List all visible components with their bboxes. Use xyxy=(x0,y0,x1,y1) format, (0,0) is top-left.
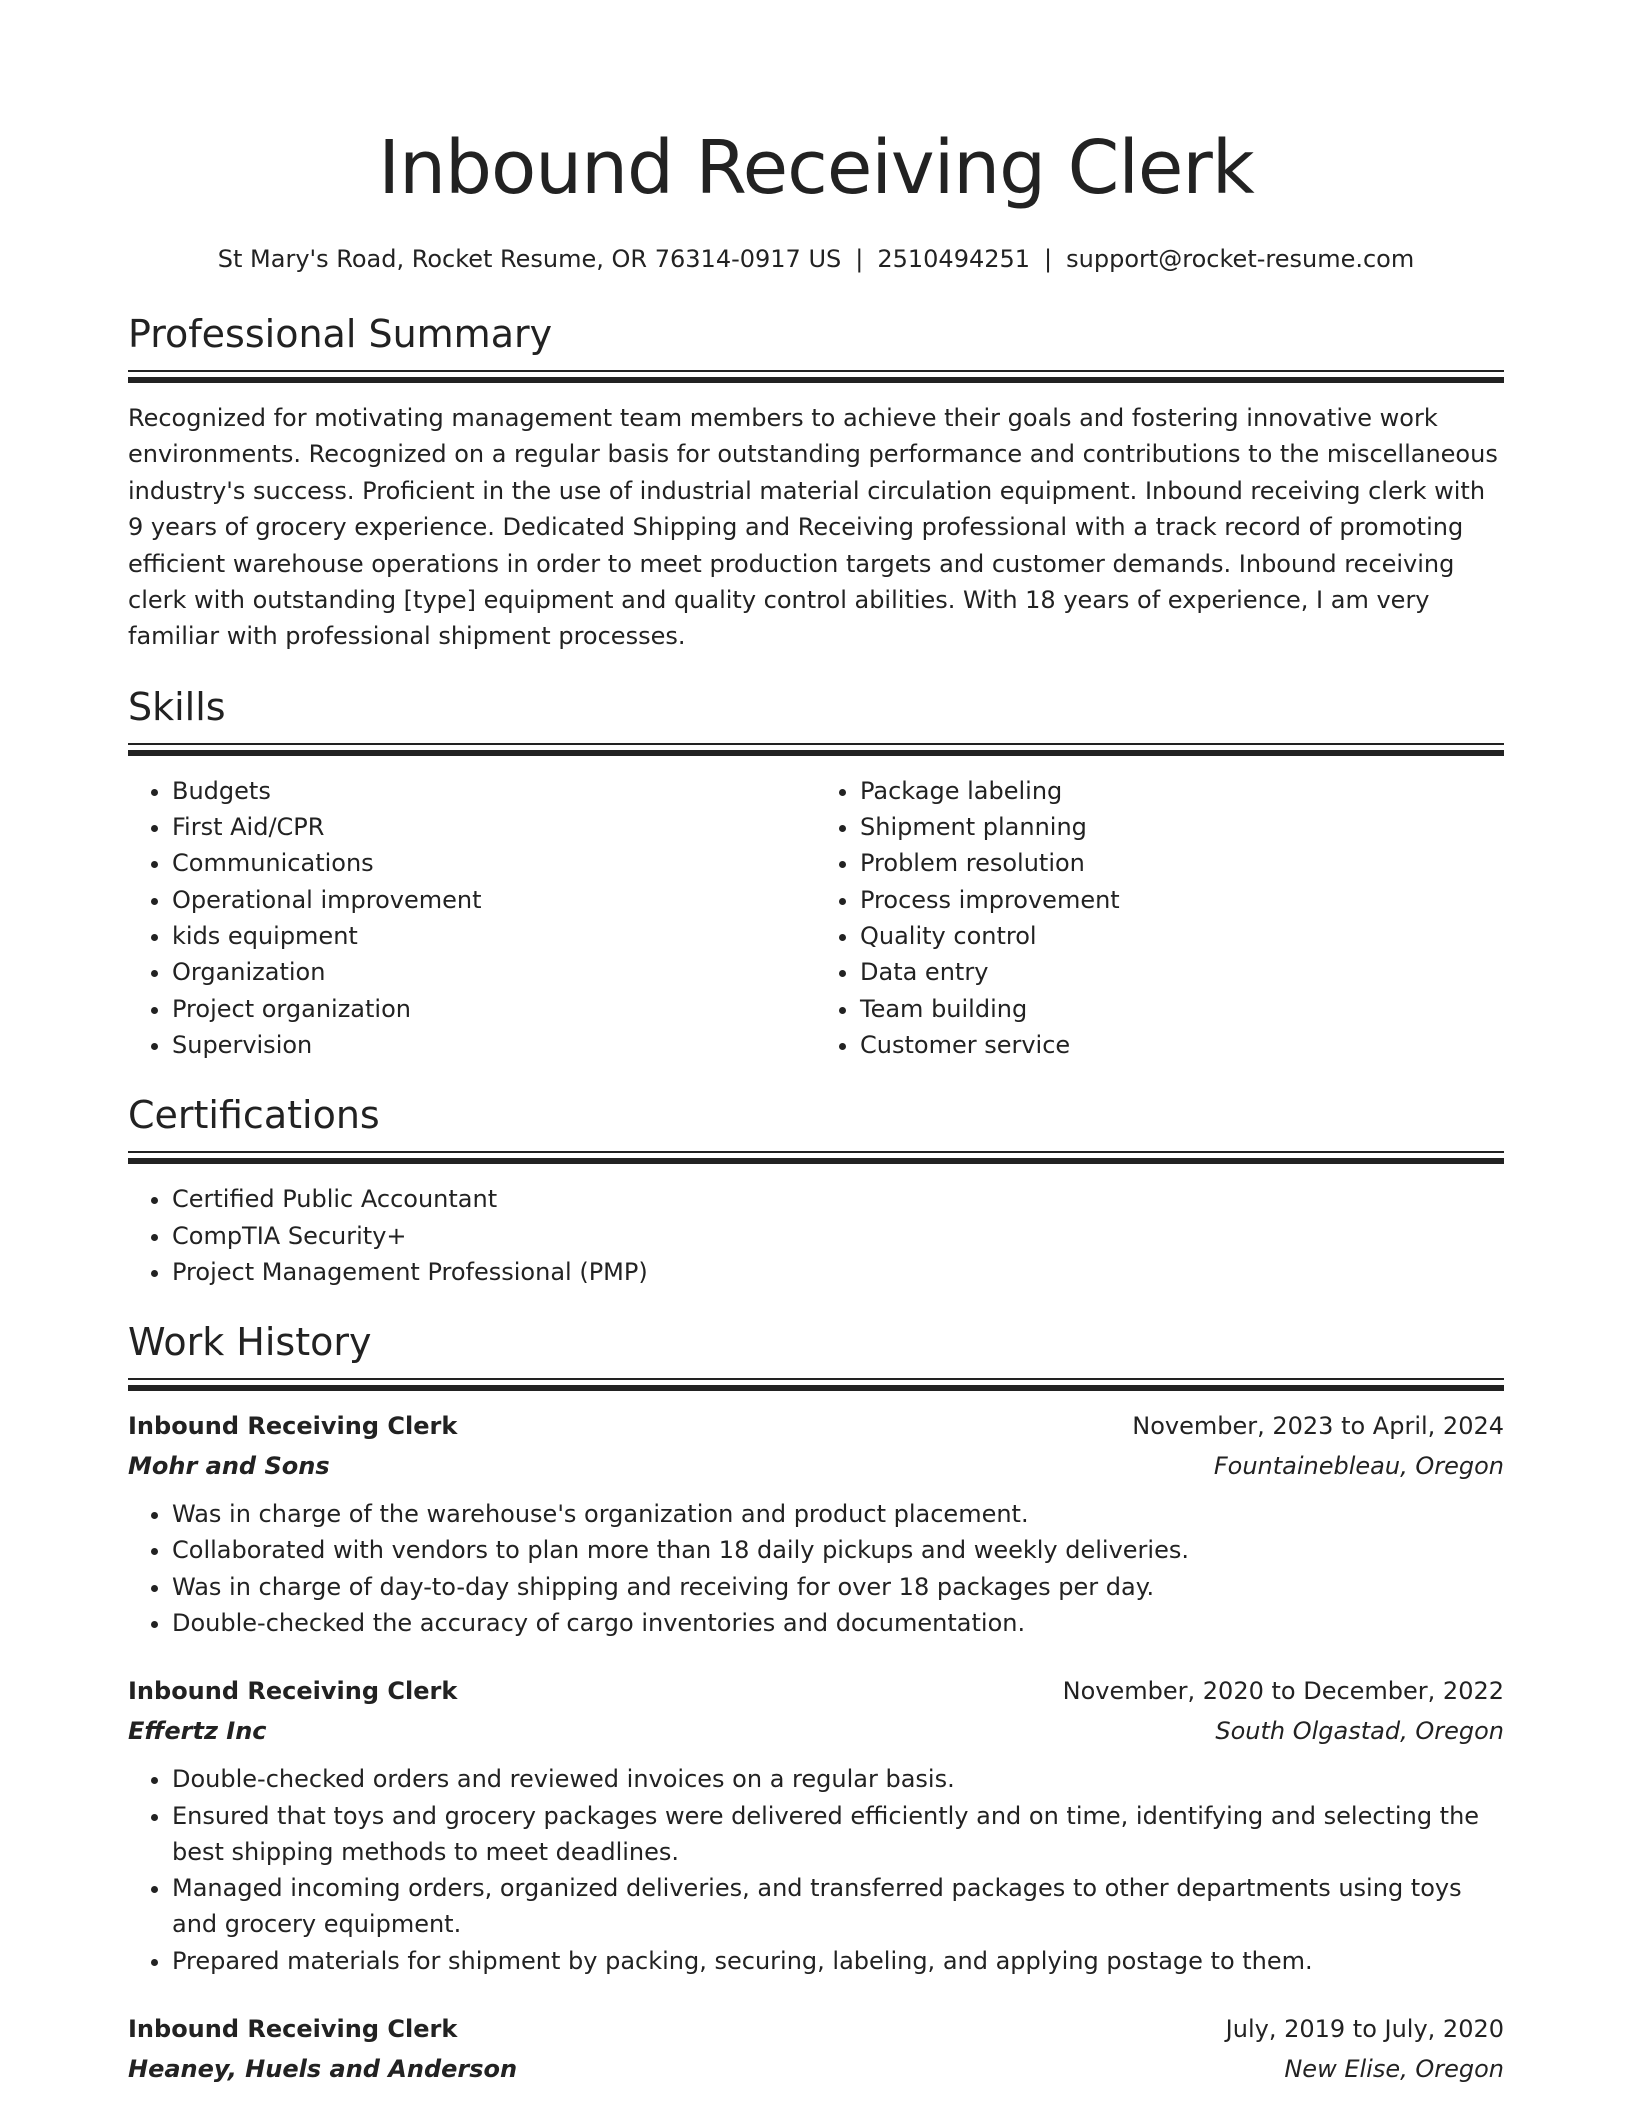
contact-separator: | xyxy=(1044,245,1053,273)
job-entry xyxy=(128,1671,1504,1979)
certification-item: • Project Management Professional (PMP) xyxy=(172,1254,1504,1290)
skill-item: • First Aid/CPR xyxy=(172,809,816,845)
contact-separator: | xyxy=(855,245,864,273)
contact-line xyxy=(128,242,1504,276)
skill-item: • Budgets xyxy=(172,773,816,809)
skill-item: • Problem resolution xyxy=(860,845,1504,881)
job-title: Inbound Receiving Clerk xyxy=(128,1677,458,1706)
skills-list-right xyxy=(816,773,1504,1063)
job-bullets xyxy=(128,1496,1504,1641)
skill-item: • Shipment planning xyxy=(860,809,1504,845)
summary-section xyxy=(128,310,1504,655)
section-title-work-history: Work History xyxy=(128,1320,372,1365)
job-bullet: • Was in charge of the warehouse's organization and product placement. xyxy=(172,1496,1504,1532)
certification-item: • Certified Public Accountant xyxy=(172,1181,1504,1217)
section-divider xyxy=(128,1151,1504,1165)
skill-item: • Customer service xyxy=(860,1027,1504,1063)
work-history-section xyxy=(128,1318,1504,2089)
job-location: South Olgastad, Oregon xyxy=(1215,1717,1504,1746)
job-header xyxy=(128,2009,1504,2049)
skills-list-left xyxy=(128,773,816,1063)
job-bullet: • Prepared materials for shipment by packing, securing, labeling, and applying postage to them. xyxy=(172,1943,1504,1979)
contact-phone: 2510494251 xyxy=(877,245,1031,273)
job-company: Effertz Inc xyxy=(128,1717,267,1746)
skill-item: • Team building xyxy=(860,991,1504,1027)
skill-item: • Process improvement xyxy=(860,882,1504,918)
job-location: New Elise, Oregon xyxy=(1284,2055,1504,2084)
skill-item: • Communications xyxy=(172,845,816,881)
certifications-list xyxy=(128,1181,1504,1290)
skill-item: • kids equipment xyxy=(172,918,816,954)
job-header xyxy=(128,1671,1504,1711)
section-divider xyxy=(128,743,1504,757)
job-title: Inbound Receiving Clerk xyxy=(128,1412,458,1441)
job-bullet: • Ensured that toys and grocery packages were delivered efficiently and on time, identifying and selecting the best shipping methods to meet deadlines. xyxy=(172,1798,1504,1871)
job-entry xyxy=(128,1406,1504,1641)
skill-item: • Package labeling xyxy=(860,773,1504,809)
skill-item: • Operational improvement xyxy=(172,882,816,918)
contact-address: St Mary's Road, Rocket Resume, OR 76314-0917 US xyxy=(217,245,842,273)
job-subheader xyxy=(128,2049,1504,2089)
job-company: Mohr and Sons xyxy=(128,1452,330,1481)
section-divider xyxy=(128,370,1504,384)
skill-item: • Project organization xyxy=(172,991,816,1027)
job-dates: November, 2020 to December, 2022 xyxy=(1062,1677,1504,1706)
job-company: Heaney, Huels and Anderson xyxy=(128,2055,518,2084)
job-bullet: • Collaborated with vendors to plan more than 18 daily pickups and weekly deliveries. xyxy=(172,1532,1504,1568)
job-dates: July, 2019 to July, 2020 xyxy=(1225,2015,1504,2044)
certification-item: • CompTIA Security+ xyxy=(172,1218,1504,1254)
certifications-section xyxy=(128,1091,1504,1290)
job-location: Fountainebleau, Oregon xyxy=(1213,1452,1504,1481)
section-title-skills: Skills xyxy=(128,684,226,729)
job-title: Inbound Receiving Clerk xyxy=(128,2015,458,2044)
job-entry xyxy=(128,2009,1504,2089)
skill-item: • Data entry xyxy=(860,954,1504,990)
job-bullet: • Was in charge of day-to-day shipping and receiving for over 18 packages per day. xyxy=(172,1569,1504,1605)
job-bullet: • Managed incoming orders, organized deliveries, and transferred packages to other departments using toys and grocery equipment. xyxy=(172,1870,1504,1943)
resume-name: Inbound Receiving Clerk xyxy=(378,125,1254,211)
job-dates: November, 2023 to April, 2024 xyxy=(1132,1412,1504,1441)
skill-item: • Quality control xyxy=(860,918,1504,954)
section-title-summary: Professional Summary xyxy=(128,312,553,356)
job-subheader xyxy=(128,1711,1504,1751)
summary-text: Recognized for motivating management team members to achieve their goals and fostering innovative work environments. Recognized on a regular basis for outstanding performance and contributions to the miscellaneous industry's success. Proficient in the use of industrial material circulation equipment. Inbound receiving clerk with 9 years of grocery experience. Dedicated Shipping and Receiving professional with a track record of promoting efficient warehouse operations in order to meet production targets and customer demands. Inbound receiving clerk with outstanding [type] equipment and quality control abilities. With 18 years of experience, I am very familiar with professional shipment processes. xyxy=(128,404,1498,651)
skills-section xyxy=(128,683,1504,1063)
skill-item: • Supervision xyxy=(172,1027,816,1063)
section-title-certifications: Certifications xyxy=(128,1093,380,1138)
job-header xyxy=(128,1406,1504,1446)
job-bullets xyxy=(128,1761,1504,1979)
skill-item: • Organization xyxy=(172,954,816,990)
section-divider xyxy=(128,1378,1504,1392)
contact-email: support@rocket-resume.com xyxy=(1066,245,1415,273)
job-bullet: • Double-checked the accuracy of cargo inventories and documentation. xyxy=(172,1605,1504,1641)
job-subheader xyxy=(128,1446,1504,1486)
skills-columns xyxy=(128,773,1504,1063)
job-bullet: • Double-checked orders and reviewed invoices on a regular basis. xyxy=(172,1761,1504,1797)
